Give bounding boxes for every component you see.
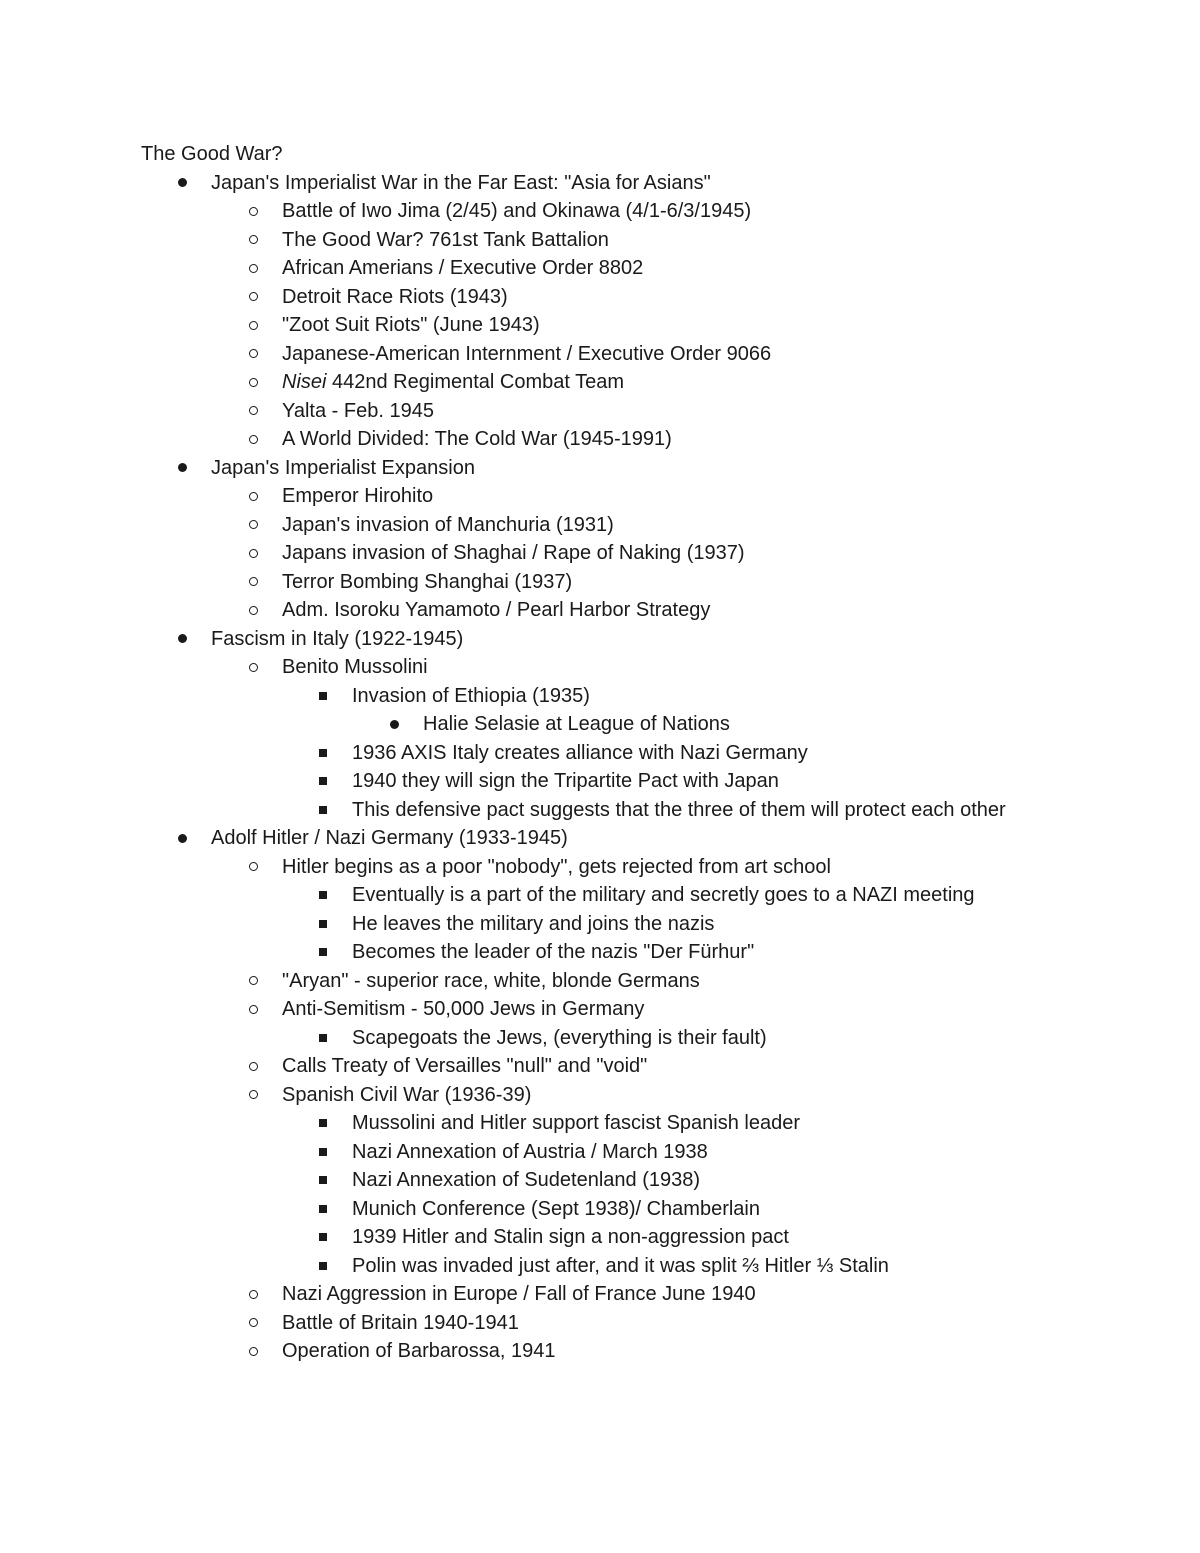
square-bullet-icon (319, 1109, 327, 1138)
square-bullet-icon (319, 767, 327, 796)
list-item: Nisei 442nd Regimental Combat Team (141, 368, 1141, 397)
circle-bullet-icon (249, 539, 258, 568)
square-bullet-icon (319, 1024, 327, 1053)
list-item: Detroit Race Riots (1943) (141, 283, 1141, 312)
circle-bullet-icon (249, 653, 258, 682)
list-item: 1939 Hitler and Stalin sign a non-aggression pact (141, 1223, 1141, 1252)
list-item: Terror Bombing Shanghai (1937) (141, 568, 1141, 597)
circle-bullet-icon (249, 197, 258, 226)
list-item: "Zoot Suit Riots" (June 1943) (141, 311, 1141, 340)
circle-bullet-icon (249, 254, 258, 283)
square-bullet-icon (319, 1138, 327, 1167)
list-item: Nazi Aggression in Europe / Fall of France June 1940 (141, 1280, 1141, 1309)
list-item: Operation of Barbarossa, 1941 (141, 1337, 1141, 1366)
square-bullet-icon (319, 1223, 327, 1252)
disc-bullet-icon (178, 824, 187, 853)
disc-bullet-icon (178, 625, 187, 654)
list-item: Halie Selasie at League of Nations (141, 710, 1141, 739)
list-item: "Aryan" - superior race, white, blonde Germans (141, 967, 1141, 996)
circle-bullet-icon (249, 425, 258, 454)
circle-bullet-icon (249, 596, 258, 625)
square-bullet-icon (319, 739, 327, 768)
list-item: Eventually is a part of the military and secretly goes to a NAZI meeting (141, 881, 1141, 910)
square-bullet-icon (319, 938, 327, 967)
document-body (141, 140, 1141, 1366)
square-bullet-icon (319, 1252, 327, 1281)
square-bullet-icon (319, 881, 327, 910)
list-item: 1936 AXIS Italy creates alliance with Nazi Germany (141, 739, 1141, 768)
circle-bullet-icon (249, 368, 258, 397)
list-item: African Amerians / Executive Order 8802 (141, 254, 1141, 283)
list-item: Becomes the leader of the nazis "Der Fürhur" (141, 938, 1141, 967)
circle-bullet-icon (249, 967, 258, 996)
list-item: 1940 they will sign the Tripartite Pact with Japan (141, 767, 1141, 796)
list-item: Munich Conference (Sept 1938)/ Chamberlain (141, 1195, 1141, 1224)
list-item: Nazi Annexation of Sudetenland (1938) (141, 1166, 1141, 1195)
list-item: Scapegoats the Jews, (everything is their fault) (141, 1024, 1141, 1053)
list-item: Battle of Britain 1940-1941 (141, 1309, 1141, 1338)
list-item: A World Divided: The Cold War (1945-1991) (141, 425, 1141, 454)
list-item: Adm. Isoroku Yamamoto / Pearl Harbor Strategy (141, 596, 1141, 625)
circle-bullet-icon (249, 397, 258, 426)
list-item: Japan's Imperialist Expansion (141, 454, 1141, 483)
circle-bullet-icon (249, 340, 258, 369)
disc-bullet-icon (178, 454, 187, 483)
list-item: Hitler begins as a poor "nobody", gets rejected from art school (141, 853, 1141, 882)
list-item: Calls Treaty of Versailles "null" and "void" (141, 1052, 1141, 1081)
circle-bullet-icon (249, 1081, 258, 1110)
circle-bullet-icon (249, 283, 258, 312)
list-item: Japans invasion of Shaghai / Rape of Naking (1937) (141, 539, 1141, 568)
circle-bullet-icon (249, 1309, 258, 1338)
list-item: Invasion of Ethiopia (1935) (141, 682, 1141, 711)
list-item: Fascism in Italy (1922-1945) (141, 625, 1141, 654)
list-item: The Good War? 761st Tank Battalion (141, 226, 1141, 255)
list-item: Nazi Annexation of Austria / March 1938 (141, 1138, 1141, 1167)
list-item: Emperor Hirohito (141, 482, 1141, 511)
circle-bullet-icon (249, 1337, 258, 1366)
square-bullet-icon (319, 910, 327, 939)
disc-bullet-icon (390, 710, 399, 739)
circle-bullet-icon (249, 1052, 258, 1081)
square-bullet-icon (319, 1166, 327, 1195)
list-item: Battle of Iwo Jima (2/45) and Okinawa (4/1-6/3/1945) (141, 197, 1141, 226)
circle-bullet-icon (249, 226, 258, 255)
list-item: Anti-Semitism - 50,000 Jews in Germany (141, 995, 1141, 1024)
list-item: Spanish Civil War (1936-39) (141, 1081, 1141, 1110)
circle-bullet-icon (249, 995, 258, 1024)
list-item: Benito Mussolini (141, 653, 1141, 682)
list-item: Mussolini and Hitler support fascist Spanish leader (141, 1109, 1141, 1138)
page-title: The Good War? (141, 143, 283, 165)
list-item: Japanese-American Internment / Executive Order 9066 (141, 340, 1141, 369)
circle-bullet-icon (249, 511, 258, 540)
circle-bullet-icon (249, 482, 258, 511)
list-item: Japan's Imperialist War in the Far East: "Asia for Asians" (141, 169, 1141, 198)
list-item: This defensive pact suggests that the three of them will protect each other (141, 796, 1141, 825)
list-item: Yalta - Feb. 1945 (141, 397, 1141, 426)
list-item: He leaves the military and joins the nazis (141, 910, 1141, 939)
circle-bullet-icon (249, 311, 258, 340)
square-bullet-icon (319, 796, 327, 825)
list-item: Japan's invasion of Manchuria (1931) (141, 511, 1141, 540)
square-bullet-icon (319, 1195, 327, 1224)
circle-bullet-icon (249, 568, 258, 597)
list-item: Adolf Hitler / Nazi Germany (1933-1945) (141, 824, 1141, 853)
disc-bullet-icon (178, 169, 187, 198)
square-bullet-icon (319, 682, 327, 711)
circle-bullet-icon (249, 853, 258, 882)
list-item: Polin was invaded just after, and it was split ⅔ Hitler ⅓ Stalin (141, 1252, 1141, 1281)
circle-bullet-icon (249, 1280, 258, 1309)
